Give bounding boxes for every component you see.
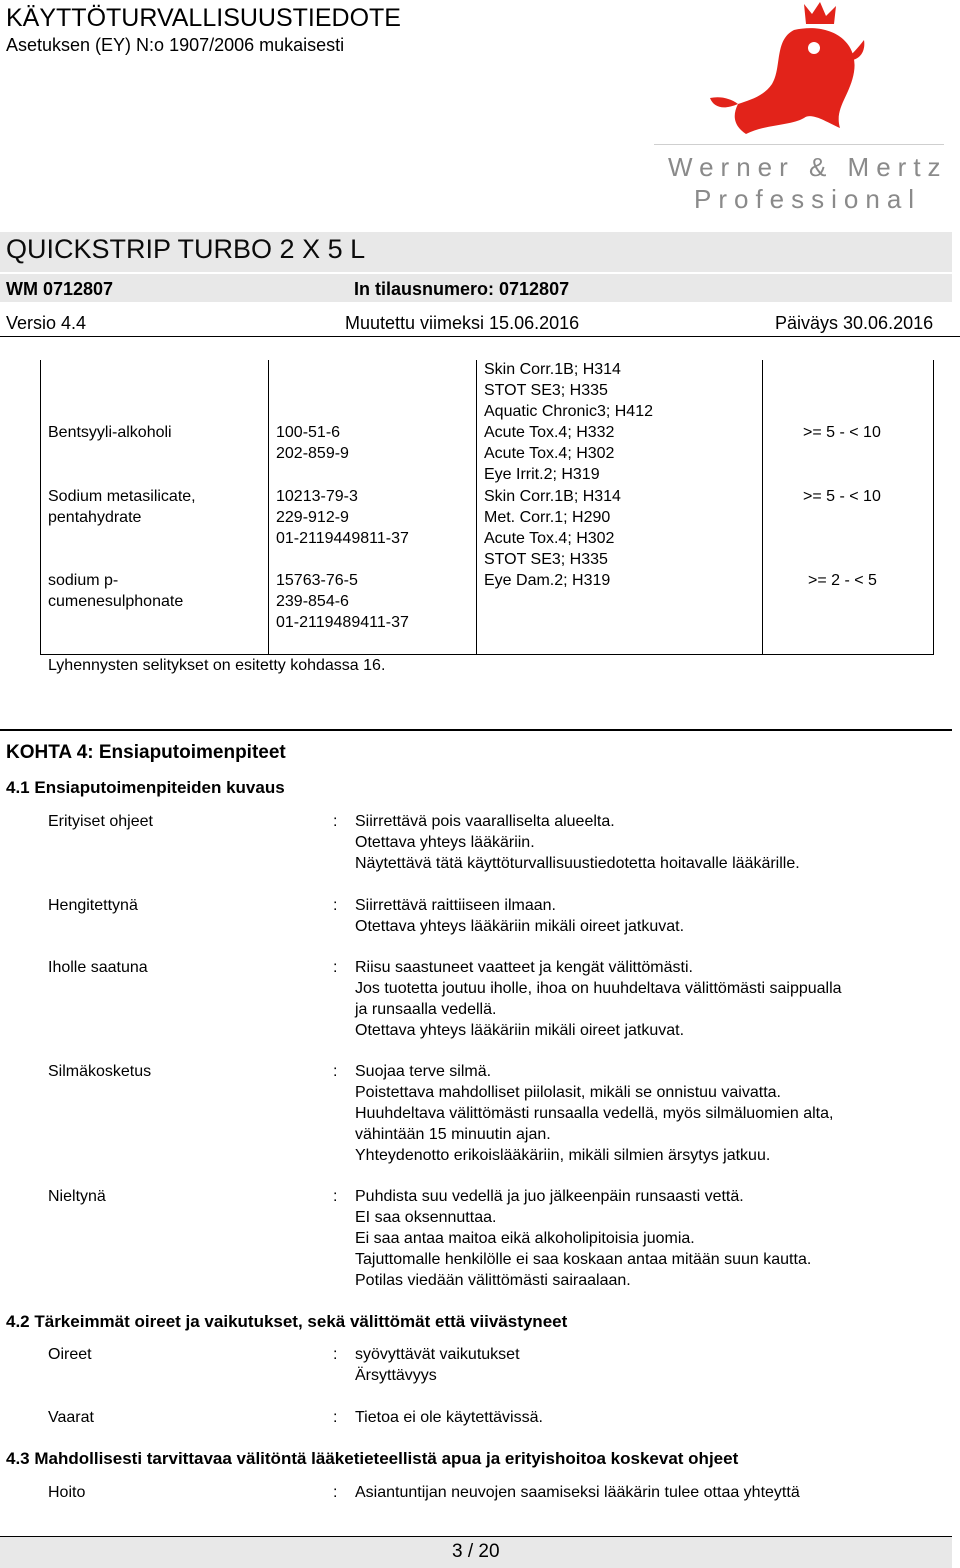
table-cell-classification: Acute Tox.4; H332 — [484, 424, 615, 441]
table-cell-classification: STOT SE3; H335 — [484, 551, 608, 568]
item-label: Nieltynä — [48, 1188, 106, 1205]
colon: : — [333, 959, 338, 976]
section-title: KOHTA 4: Ensiaputoimenpiteet — [6, 742, 286, 763]
table-cell-classification: Eye Dam.2; H319 — [484, 572, 611, 589]
table-cell-classification: Met. Corr.1; H290 — [484, 509, 611, 526]
table-cell-substance: Bentsyyli-alkoholi — [48, 424, 172, 441]
item-label: Silmäkosketus — [48, 1063, 152, 1080]
item-text: Poistettava mahdolliset piilolasit, mikäli se onnistuu vaivatta. — [355, 1084, 781, 1101]
table-cell-number: 202-859-9 — [276, 445, 349, 462]
version: Versio 4.4 — [6, 313, 87, 333]
table-cell-number: 01-2119449811-37 — [276, 530, 409, 547]
table-cell-classification: Aquatic Chronic3; H412 — [484, 403, 653, 420]
colon: : — [333, 1188, 338, 1205]
item-text: Huuhdeltava välittömästi runsaalla vedellä, myös silmäluomien alta, — [355, 1105, 834, 1122]
colon: : — [333, 1484, 338, 1501]
table-cell-number: 239-854-6 — [276, 593, 349, 610]
document-subtitle: Asetuksen (EY) N:o 1907/2006 mukaisesti — [6, 35, 345, 55]
item-text: Asiantuntijan neuvojen saamiseksi lääkärin tulee ottaa yhteyttä — [355, 1484, 800, 1501]
product-name: QUICKSTRIP TURBO 2 X 5 L — [6, 234, 366, 264]
item-text: Tietoa ei ole käytettävissä. — [355, 1409, 543, 1426]
logo-text-company: Werner & Mertz — [668, 152, 948, 182]
table-cell-number: 15763-76-5 — [276, 572, 358, 589]
document-title: KÄYTTÖTURVALLISUUSTIEDOTE — [6, 4, 401, 32]
table-cell-classification: Skin Corr.1B; H314 — [484, 488, 621, 505]
item-label: Iholle saatuna — [48, 959, 148, 976]
order-number: In tilausnumero: 0712807 — [354, 279, 570, 299]
subsection-4-1-title: 4.1 Ensiaputoimenpiteiden kuvaus — [6, 778, 285, 797]
item-text: Näytettävä tätä käyttöturvallisuustiedotetta hoitavalle lääkärille. — [355, 855, 800, 872]
colon: : — [333, 813, 338, 830]
table-cell-concentration: >= 5 - < 10 — [803, 424, 881, 441]
table-cell-classification: Acute Tox.4; H302 — [484, 530, 615, 547]
item-text: Yhteydenotto erikoislääkäriin, mikäli silmien ärsytys jatkuu. — [355, 1147, 771, 1164]
subsection-4-2-title: 4.2 Tärkeimmät oireet ja vaikutukset, sekä välittömät että viivästyneet — [6, 1312, 568, 1331]
table-note: Lyhennysten selitykset on esitetty kohdassa 16. — [48, 657, 386, 674]
table-cell-number: 10213-79-3 — [276, 488, 358, 505]
item-text: Puhdista suu vedellä ja juo jälkeenpäin runsaasti vettä. — [355, 1188, 744, 1205]
colon: : — [333, 1409, 338, 1426]
item-label: Hoito — [48, 1484, 86, 1501]
table-cell-number: 01-2119489411-37 — [276, 614, 409, 631]
item-text: vähintään 15 minuutin ajan. — [355, 1126, 551, 1143]
item-text: syövyttävät vaikutukset — [355, 1346, 520, 1363]
table-cell-concentration: >= 5 - < 10 — [803, 488, 881, 505]
section-divider — [0, 729, 952, 731]
item-text: Ei saa antaa maitoa eikä alkoholipitoisia juomia. — [355, 1230, 695, 1247]
table-cell-concentration: >= 2 - < 5 — [808, 572, 877, 589]
item-text: Ärsyttävyys — [355, 1367, 437, 1384]
table-cell-classification: STOT SE3; H335 — [484, 382, 608, 399]
product-code: WM 0712807 — [6, 279, 114, 299]
table-cell-substance: cumenesulphonate — [48, 593, 184, 610]
item-text: Suojaa terve silmä. — [355, 1063, 492, 1080]
item-label: Hengitettynä — [48, 897, 138, 914]
header-divider — [0, 336, 960, 337]
table-cell-classification: Skin Corr.1B; H314 — [484, 361, 621, 378]
last-modified: Muutettu viimeksi 15.06.2016 — [345, 313, 580, 333]
colon: : — [333, 1346, 338, 1363]
item-text: Otettava yhteys lääkäriin. — [355, 834, 535, 851]
item-text: ja runsaalla vedellä. — [355, 1001, 497, 1018]
item-text: EI saa oksennuttaa. — [355, 1209, 497, 1226]
print-date: Päiväys 30.06.2016 — [775, 313, 934, 333]
item-text: Siirrettävä raittiiseen ilmaan. — [355, 897, 556, 914]
table-cell-classification: Acute Tox.4; H302 — [484, 445, 615, 462]
table-cell-classification: Eye Irrit.2; H319 — [484, 466, 600, 483]
item-text: Jos tuotetta joutuu iholle, ihoa on huuhdeltava välittömästi saippualla — [355, 980, 842, 997]
item-label: Erityiset ohjeet — [48, 813, 153, 830]
item-text: Otettava yhteys lääkäriin mikäli oireet jatkuvat. — [355, 1022, 685, 1039]
table-cell-substance: Sodium metasilicate, — [48, 488, 196, 505]
table-cell-substance: sodium p- — [48, 572, 119, 589]
table-cell-substance: pentahydrate — [48, 509, 142, 526]
item-text: Potilas viedään välittömästi sairaalaan. — [355, 1272, 631, 1289]
item-label: Oireet — [48, 1346, 92, 1363]
table-cell-number: 100-51-6 — [276, 424, 341, 441]
subsection-4-3-title: 4.3 Mahdollisesti tarvittavaa välitöntä lääketieteellistä apua ja erityishoitoa koskevat ohjeet — [6, 1449, 739, 1468]
item-text: Tajuttomalle henkilölle ei saa koskaan antaa mitään suun kautta. — [355, 1251, 812, 1268]
item-text: Siirrettävä pois vaaralliselta alueelta. — [355, 813, 615, 830]
item-text: Otettava yhteys lääkäriin mikäli oireet jatkuvat. — [355, 918, 685, 935]
colon: : — [333, 897, 338, 914]
page-number: 3 / 20 — [452, 1541, 500, 1562]
table-cell-number: 229-912-9 — [276, 509, 349, 526]
footer-divider — [0, 1536, 952, 1537]
item-label: Vaarat — [48, 1409, 94, 1426]
colon: : — [333, 1063, 338, 1080]
item-text: Riisu saastuneet vaatteet ja kengät välittömästi. — [355, 959, 693, 976]
logo-text-professional: Professional — [694, 184, 922, 214]
